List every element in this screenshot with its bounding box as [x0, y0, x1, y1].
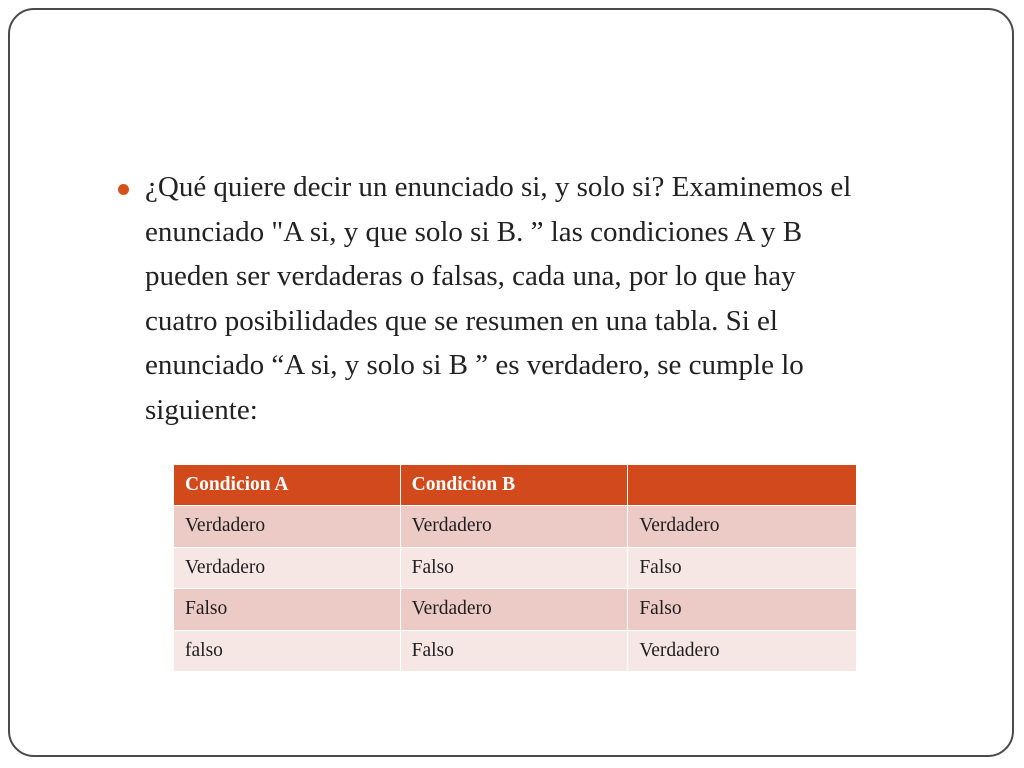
header-condicion-a: Condicion A	[174, 465, 401, 506]
table-cell: Falso	[628, 589, 857, 631]
table-cell: Verdadero	[628, 506, 857, 548]
table-cell: Falso	[628, 547, 857, 589]
table-cell: Falso	[174, 589, 401, 631]
truth-table	[173, 464, 857, 672]
table-cell: Verdadero	[400, 506, 628, 548]
table-cell: Verdadero	[174, 506, 401, 548]
table-cell: falso	[174, 630, 401, 672]
table-cell: Falso	[400, 630, 628, 672]
table-cell: Verdadero	[174, 547, 401, 589]
table-cell: Verdadero	[628, 630, 857, 672]
table-row	[174, 506, 857, 548]
table-cell: Verdadero	[400, 589, 628, 631]
table-header-row	[174, 465, 857, 506]
table-row	[174, 547, 857, 589]
table-row	[174, 589, 857, 631]
table-cell: Falso	[400, 547, 628, 589]
bullet-paragraph	[118, 165, 958, 432]
header-result	[628, 465, 857, 506]
header-condicion-b: Condicion B	[400, 465, 628, 506]
bullet-text: ¿Qué quiere decir un enunciado si, y solo si? Examinemos el enunciado "A si, y que solo si B. ” las condiciones A y B pueden ser verdaderas o falsas, cada una, por lo que hay cuatro posibilidades que se resumen en una tabla. Si el enunciado “A si, y solo si B ” es verdadero, se cumple lo siguiente:	[145, 171, 852, 426]
table-row	[174, 630, 857, 672]
bullet-dot-icon	[118, 184, 129, 195]
